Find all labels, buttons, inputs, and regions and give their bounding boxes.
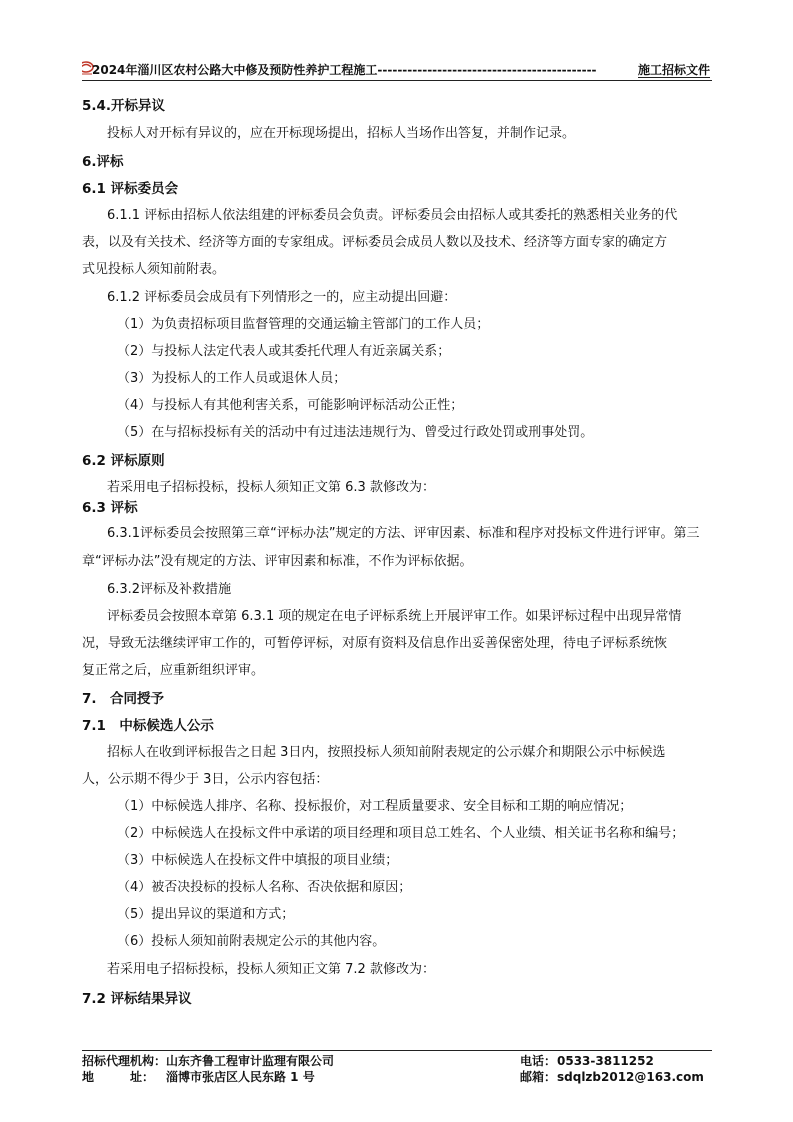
section-6-1-title: 6.1 评标委员会 <box>82 181 179 197</box>
footer-email-value: sdqlzb2012@163.com <box>557 1070 704 1084</box>
list-item: （5）在与招标投标有关的活动中有过违法违规行为、曾受过行政处罚或刑事处罚。 <box>117 425 594 440</box>
section-6-1-1-line: 表，以及有关技术、经济等方面的专家组成。评标委员会成员人数以及技术、经济等方面专家的确定方 <box>82 235 668 250</box>
footer-phone-value: 0533-3811252 <box>557 1054 654 1068</box>
footer-email-label: 邮箱： <box>520 1070 557 1084</box>
list-item: （1）为负责招标项目监督管理的交通运输主管部门的工作人员； <box>117 317 490 332</box>
list-item: （3）为投标人的工作人员或退休人员； <box>117 371 347 386</box>
section-7-1-line: 人，公示期不得少于 3日，公示内容包括： <box>82 772 329 787</box>
header-doc-type: 施工招标文件 <box>637 63 710 77</box>
section-7-1-title: 7.1 中标候选人公示 <box>82 718 214 734</box>
list-item: （4）与投标人有其他利害关系，可能影响评标活动公正性； <box>117 398 464 413</box>
section-6-3-title: 6.3 评标 <box>82 500 138 516</box>
list-item: （2）与投标人法定代表人或其委托代理人有近亲属关系； <box>117 344 451 359</box>
section-6-3-1-line: 6.3.1评标委员会按照第三章“评标办法”规定的方法、评审因素、标准和程序对投标文件进行评审。第三 <box>107 526 700 541</box>
section-7-2-title: 7.2 评标结果异议 <box>82 991 192 1007</box>
section-6-title: 6.评标 <box>82 154 124 170</box>
section-7-1-closing: 若采用电子招标投标，投标人须知正文第 7.2 款修改为： <box>107 962 435 977</box>
section-6-1-2-intro: 6.1.2 评标委员会成员有下列情形之一的，应主动提出回避： <box>107 290 457 305</box>
list-item: （6）投标人须知前附表规定公示的其他内容。 <box>117 934 386 949</box>
list-item: （3）中标候选人在投标文件中填报的项目业绩； <box>117 853 399 868</box>
list-item: （2）中标候选人在投标文件中承诺的项目经理和项目总工姓名、个人业绩、相关证书名称和编号； <box>117 826 685 841</box>
list-item: （1）中标候选人排序、名称、投标报价，对工程质量要求、安全目标和工期的响应情况； <box>117 799 633 814</box>
footer-divider <box>82 1050 712 1051</box>
footer-phone-label: 电话： <box>520 1054 557 1068</box>
footer-agent-label: 招标代理机构： <box>82 1054 167 1068</box>
footer-address-label: 地 址： <box>82 1070 155 1084</box>
section-6-1-1-line: 6.1.1 评标由招标人依法组建的评标委员会负责。评标委员会由招标人或其委托的熟悉相关业务的代 <box>107 208 678 223</box>
section-6-3-2-line: 评标委员会按照本章第 6.3.1 项的规定在电子评标系统上开展评审工作。如果评标过程中出现异常情 <box>107 609 682 624</box>
footer-agent-value: 山东齐鲁工程审计监理有限公司 <box>166 1054 335 1068</box>
section-7-title: 7. 合同授予 <box>82 691 165 707</box>
section-6-2-title: 6.2 评标原则 <box>82 453 165 469</box>
section-6-3-2-title: 6.3.2评标及补救措施 <box>107 582 232 597</box>
section-6-3-1-line: 章“评标办法”没有规定的方法、评审因素和标准，不作为评标依据。 <box>82 554 473 569</box>
section-6-1-1-line: 式见投标人须知前附表。 <box>82 262 226 277</box>
page-header <box>82 60 712 81</box>
section-6-3-2-line: 复正常之后，应重新组织评审。 <box>82 663 265 678</box>
header-title: 2024年淄川区农村公路大中修及预防性养护工程施工-------------------------------------------- <box>92 63 597 77</box>
section-5-4-title: 5.4.开标异议 <box>82 98 166 114</box>
section-5-4-paragraph: 投标人对开标有异议的，应在开标现场提出，招标人当场作出答复，并制作记录。 <box>107 126 576 141</box>
section-6-3-2-line: 况，导致无法继续评审工作的，可暂停评标，对原有资料及信息作出妥善保密处理，待电子评标系统恢 <box>82 636 668 651</box>
footer-address-value: 淄博市张店区人民东路 1 号 <box>166 1070 315 1084</box>
list-item: （5）提出异议的渠道和方式； <box>117 907 295 922</box>
section-6-2-paragraph: 若采用电子招标投标，投标人须知正文第 6.3 款修改为： <box>107 480 435 495</box>
section-7-1-line: 招标人在收到评标报告之日起 3日内，按照投标人须知前附表规定的公示媒介和期限公示中标候选 <box>107 745 666 760</box>
list-item: （4）被否决投标的投标人名称、否决依据和原因； <box>117 880 412 895</box>
